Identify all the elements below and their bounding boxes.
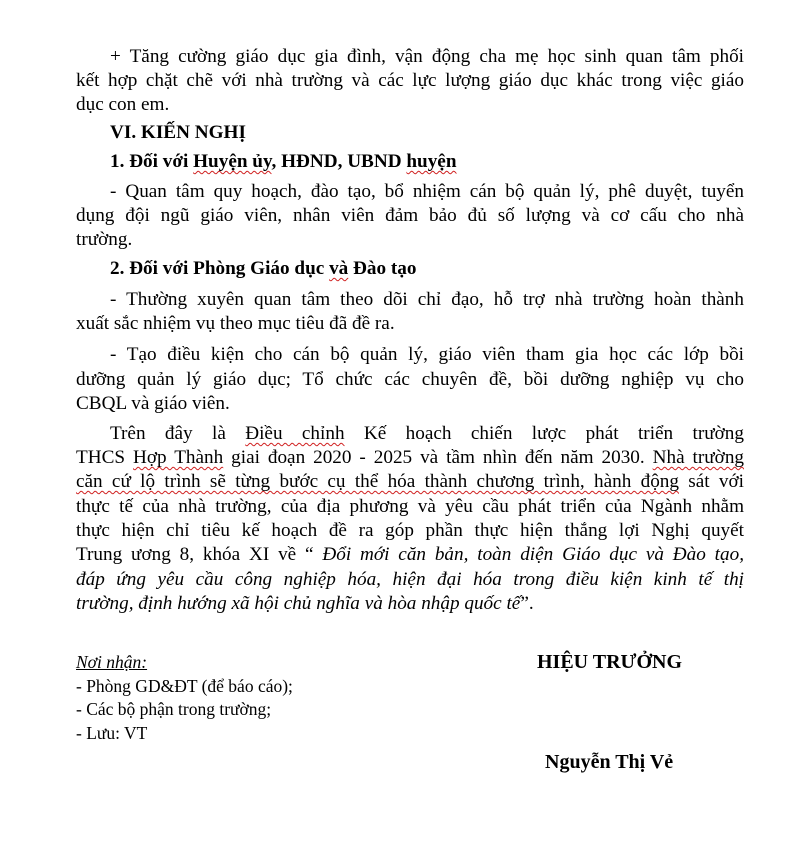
text-line <box>76 495 744 519</box>
recipient-item: - Lưu: VT <box>76 723 148 743</box>
text-segment: kết hợp chặt chẽ với nhà trường và các lực lượng giáo dục khác trong việc giáo <box>76 70 744 91</box>
text-segment: - Tạo điều kiện cho cán bộ quản lý, giáo viên tham gia học các lớp bồi <box>110 344 744 365</box>
text-segment: căn cứ lộ trình sẽ từng bước cụ thể hóa thành chương trình, hành động <box>76 471 679 492</box>
signature-role: HIỆU TRƯỞNG <box>537 651 683 673</box>
text-line <box>76 204 744 228</box>
text-segment: Đổi mới căn bản, toàn diện Giáo dục và Đào tạo, <box>322 544 745 565</box>
text-segment: 1. Đối với <box>110 151 194 172</box>
recipient-item: - Phòng GD&ĐT (để báo cáo); <box>76 676 293 696</box>
text-segment: xuất sắc nhiệm vụ theo mục tiêu đã đề ra. <box>76 313 395 334</box>
text-line <box>76 93 744 117</box>
signature-name: Nguyễn Thị Vẻ <box>545 751 674 773</box>
text-line <box>110 288 744 312</box>
text-segment: Hợp Thành <box>133 447 224 468</box>
text-line <box>76 312 744 336</box>
text-segment: Điều chỉnh <box>245 423 345 444</box>
text-segment: Trung ương 8, khóa XI về “ <box>76 544 323 565</box>
recipients-title: Nơi nhận: <box>76 652 148 672</box>
text-line <box>76 228 744 252</box>
text-segment: thực tế của nhà trường, của địa phương và yêu cầu phát triển của Ngành nhằm <box>76 496 744 517</box>
recipient-item: - Các bộ phận trong trường; <box>76 699 272 719</box>
text-line <box>76 568 744 592</box>
text-segment: trường, định hướng xã hội chủ nghĩa và hòa nhập quốc tế <box>76 593 521 614</box>
text-line <box>76 470 744 494</box>
text-segment: THCS <box>76 447 133 468</box>
text-line <box>76 543 744 567</box>
text-segment: + Tăng cường giáo dục gia đình, vận động cha mẹ học sinh quan tâm phối <box>110 46 744 67</box>
text-segment: 2. Đối với Phòng Giáo dục <box>110 258 330 279</box>
text-segment: VI. KIẾN NGHỊ <box>110 122 246 143</box>
text-segment: dưỡng quản lý giáo dục; Tổ chức các chuyên đề, bồi dưỡng nghiệp vụ cho <box>76 369 744 390</box>
text-segment: ”. <box>520 593 534 614</box>
text-line <box>110 121 744 145</box>
text-segment: sát với <box>679 471 744 492</box>
text-segment: Trên đây là <box>110 423 246 444</box>
text-segment: - Quan tâm quy hoạch, đào tạo, bổ nhiệm cán bộ quản lý, phê duyệt, tuyển <box>110 181 744 202</box>
text-line <box>76 519 744 543</box>
text-line <box>110 343 744 367</box>
text-line <box>110 257 744 281</box>
text-line <box>110 422 744 446</box>
text-segment: Huyện ủy <box>193 151 272 172</box>
text-segment: - Thường xuyên quan tâm theo dõi chỉ đạo, hỗ trợ nhà trường hoàn thành <box>110 289 744 310</box>
text-line <box>76 592 744 616</box>
text-segment: đáp ứng yêu cầu công nghiệp hóa, hiện đại hóa trong điều kiện kinh tế thị <box>76 569 744 590</box>
text-line <box>76 392 744 416</box>
text-line <box>110 180 744 204</box>
text-segment: Kế hoạch chiến lược phát triển trường <box>344 423 744 444</box>
text-segment: dụng đội ngũ giáo viên, nhân viên đảm bảo đủ số lượng và cơ cấu cho nhà <box>76 205 744 226</box>
text-segment: và <box>329 258 349 279</box>
text-line <box>76 69 744 93</box>
text-segment: thực hiện chỉ tiêu kế hoạch đề ra góp phần thực hiện thắng lợi Nghị quyết <box>76 520 744 541</box>
text-segment: CBQL và giáo viên. <box>76 393 230 414</box>
text-segment: Đào tạo <box>348 258 417 279</box>
text-segment: , HĐND, UBND <box>271 151 407 172</box>
text-segment: trường. <box>76 229 133 250</box>
text-line <box>76 446 744 470</box>
text-line <box>110 45 744 69</box>
text-segment: huyện <box>406 151 457 172</box>
text-segment: giai đoạn 2020 - 2025 và tầm nhìn đến năm 2030. <box>223 447 653 468</box>
text-segment: Nhà trường <box>652 447 745 468</box>
text-line <box>76 368 744 392</box>
text-line <box>110 150 744 174</box>
text-segment: dục con em. <box>76 94 170 115</box>
